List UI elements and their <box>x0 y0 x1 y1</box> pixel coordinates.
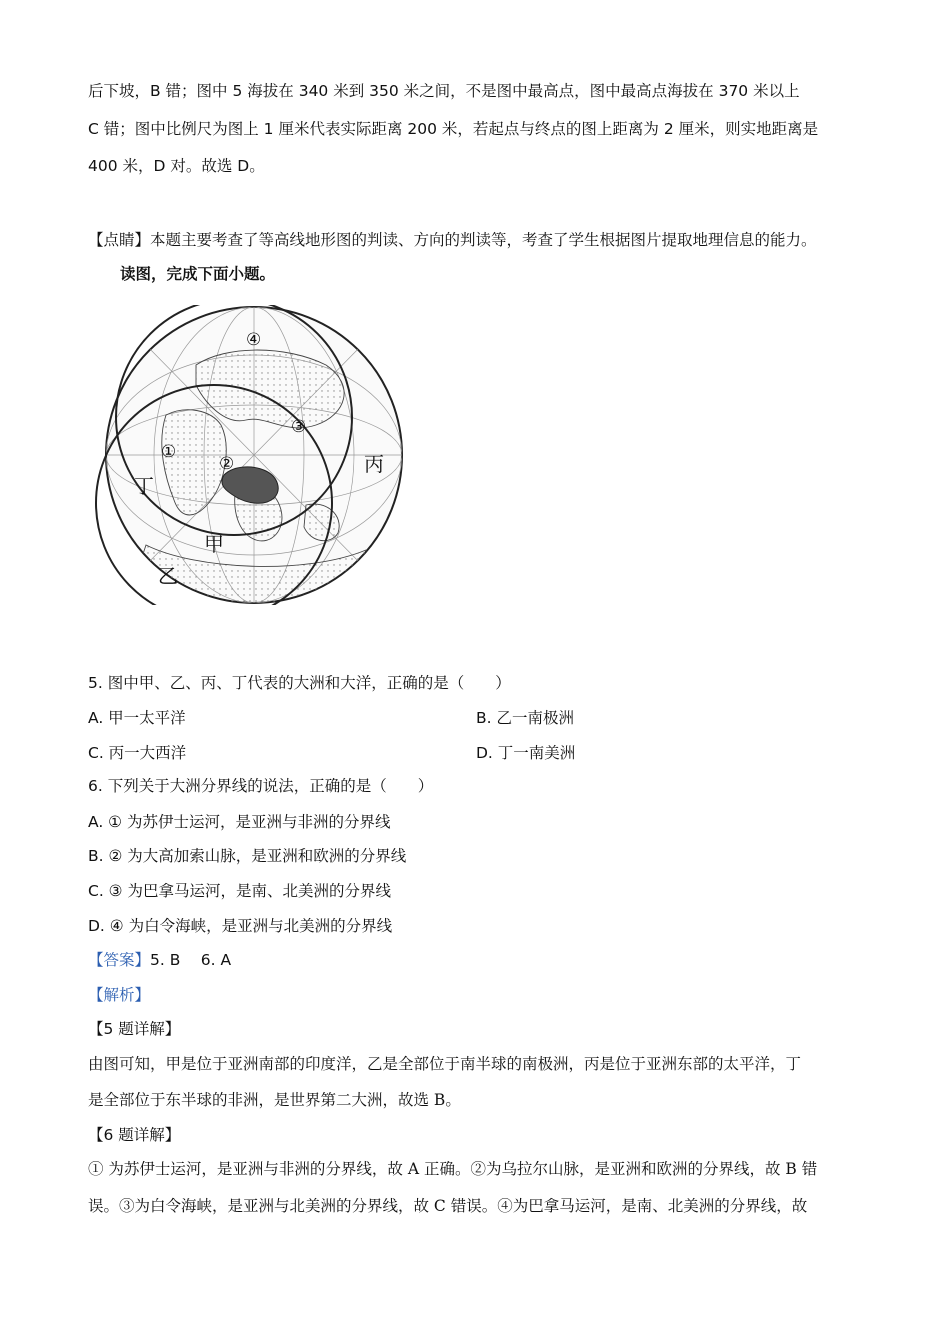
q6-option-b: B. ② 为大高加索山脉，是亚洲和欧洲的分界线 <box>88 847 407 865</box>
answer-label: 【答案】 <box>88 951 151 969</box>
label-n3: ③ <box>291 417 307 437</box>
reading-instruction: 读图，完成下面小题。 <box>120 265 276 283</box>
prev-explanation-line-1: 后下坡，B 错；图中 5 海拔在 340 米到 350 米之间，不是图中最高点，图中最高点海拔在 370 米以上 <box>88 82 800 100</box>
prev-explanation-line-3: 400 米，D 对。故选 D。 <box>88 157 265 175</box>
globe-base <box>106 307 402 605</box>
q6-option-c: C. ③ 为巴拿马运河，是南、北美洲的分界线 <box>88 882 392 900</box>
d6-line-1: ① 为苏伊士运河，是亚洲与非洲的分界线，故 A 正确。②为乌拉尔山脉，是亚洲和欧洲的分界线，故 B 错 <box>88 1160 818 1178</box>
label-jia: 甲 <box>204 532 224 556</box>
q6-stem: 6. 下列关于大洲分界线的说法，正确的是（ ） <box>88 777 434 795</box>
label-bing: 丙 <box>364 452 384 476</box>
q5-option-a: A. 甲一太平洋 <box>88 709 186 727</box>
answer-text: 5. B 6. A <box>150 951 232 969</box>
analysis-label: 【解析】 <box>88 986 151 1004</box>
d5-line-2: 是全部位于东半球的非洲，是世界第二大洲，故选 B。 <box>88 1091 461 1109</box>
q5-stem: 5. 图中甲、乙、丙、丁代表的大洲和大洋，正确的是（ ） <box>88 674 511 692</box>
d5-title: 【5 题详解】 <box>88 1020 181 1038</box>
label-ding: 丁 <box>134 474 154 498</box>
answer-row <box>88 950 231 970</box>
d6-title: 【6 题详解】 <box>88 1126 181 1144</box>
label-n1: ① <box>161 442 177 462</box>
label-yi: 乙 <box>158 564 178 588</box>
q6-option-d: D. ④ 为白令海峡，是亚洲与北美洲的分界线 <box>88 917 393 935</box>
world-map-figure <box>86 305 408 605</box>
d5-line-1: 由图可知，甲是位于亚洲南部的印度洋，乙是全部位于南半球的南极洲，丙是位于亚洲东部的太平洋，丁 <box>88 1055 802 1073</box>
q5-option-d: D. 丁一南美洲 <box>476 744 576 762</box>
label-n2: ② <box>219 454 235 474</box>
label-n4: ④ <box>246 330 262 350</box>
q5-option-b: B. 乙一南极洲 <box>476 709 574 727</box>
q5-option-c: C. 丙一大西洋 <box>88 744 187 762</box>
q6-option-a: A. ① 为苏伊士运河，是亚洲与非洲的分界线 <box>88 813 391 831</box>
prev-explanation-line-2: C 错；图中比例尺为图上 1 厘米代表实际距离 200 米，若起点与终点的图上距离为 2 厘米，则实地距离是 <box>88 120 819 138</box>
d6-line-2: 误。③为白令海峡，是亚洲与北美洲的分界线，故 C 错误。④为巴拿马运河，是南、北美洲的分界线，故 <box>88 1197 808 1215</box>
dianjing-note: 【点睛】本题主要考查了等高线地形图的判读、方向的判读等，考查了学生根据图片提取地理信息的能力。 <box>88 231 817 249</box>
